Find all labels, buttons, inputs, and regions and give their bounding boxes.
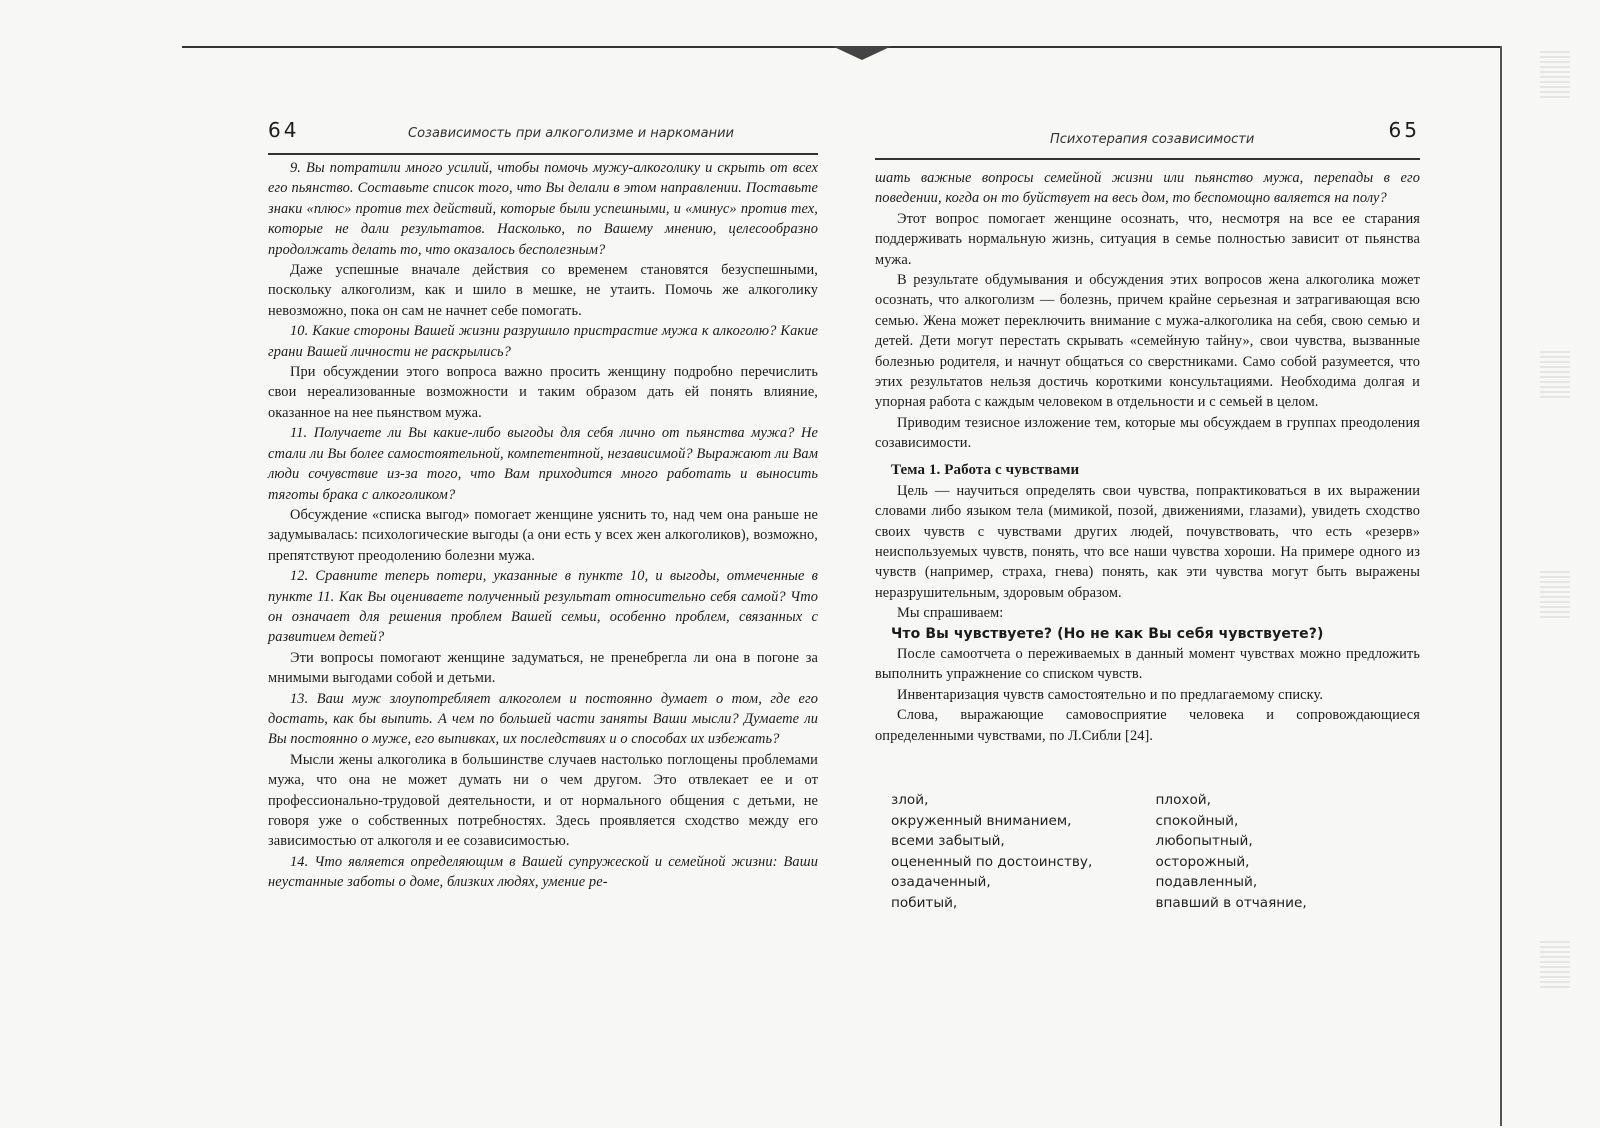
running-head-title: Созависимость при алкоголизме и наркомании — [408, 126, 734, 141]
page-number: 65 — [1388, 118, 1420, 142]
running-head — [875, 118, 1420, 158]
word-list-column-2 — [1156, 790, 1421, 914]
word-item: плохой, — [1155, 791, 1211, 808]
question-paragraph: шать важные вопросы семейной жизни или пьянство мужа, перепады в его поведении, когда он то буйствует на весь дом, то беспомощно валяется на полу? — [875, 170, 1420, 207]
word-item: спокойный, — [1155, 812, 1239, 829]
scan-edge-mark — [1540, 940, 1570, 988]
body-paragraph: Цель — научиться определять свои чувства, попрактиковаться в их выражении словами либо языком тела (мимикой, позой, движениями, глазами), увидеть сходство своих чувств с чувствами других людей, почувствовать, что есть «резерв» неиспользуемых чувств, понять, что все наши чувства хороши. На примере одного из чувств (например, страха, гнева) понять, как эти чувства могут быть выражены неразрушительным, здоровым образом. — [875, 482, 1420, 601]
feelings-word-list — [891, 790, 1420, 914]
body-paragraph: Даже успешные вначале действия со временем становятся безуспешными, поскольку алкоголизм, как и шило в мешке, не утаить. Помочь же алкоголику невозможно, пока он сам не начнет себе помогать. — [268, 262, 818, 319]
page-body — [875, 168, 1420, 746]
word-item: подавленный, — [1155, 874, 1258, 891]
body-paragraph: Слова, выражающие самовосприятие человека и сопровождающиеся определенными чувствами, по Л.Сибли [24]. — [875, 707, 1420, 744]
page-number: 64 — [268, 118, 300, 142]
running-head — [268, 118, 818, 158]
scan-edge-mark — [1540, 350, 1570, 398]
scan-edge-mark — [1540, 50, 1570, 98]
body-paragraph: При обсуждении этого вопроса важно просить женщину подробно перечислить свои нереализованные возможности и таким образом дать ей понять влияние, оказанное на нее пьянством мужа. — [268, 364, 818, 421]
question-paragraph: 13. Ваш муж злоупотребляет алкоголем и постоянно думает о том, где его достать, как бы выпить. А чем по большей части заняты Ваши мысли? Думаете ли Вы постоянно о муже, его выпивках, их последствиях и о способах их избежать? — [268, 690, 818, 748]
page-body — [268, 158, 818, 893]
body-paragraph: Инвентаризация чувств самостоятельно и по предлагаемому списку. — [897, 686, 1324, 703]
header-rule — [875, 158, 1420, 160]
word-item: впавший в отчаяние, — [1155, 894, 1307, 911]
word-list-column-1 — [891, 790, 1156, 914]
word-item: оцененный по достоинству, — [891, 853, 1093, 870]
page-edge-line — [1500, 46, 1502, 1126]
running-head-title: Психотерапия созависимости — [1050, 132, 1255, 147]
section-heading: Тема 1. Работа с чувствами — [891, 461, 1080, 478]
body-paragraph: Мысли жены алкоголика в большинстве случаев настолько поглощены проблемами мужа, что она не может думать ни о чем другом. Это отвлекает ее и от профессионально-трудовой деятельности, и от нормального общения с детьми, не говоря уже о собственных потребностях. Здесь проявляется сходство между его зависимостью от алкоголя и ее созависимостью. — [268, 751, 818, 850]
question-paragraph: 10. Какие стороны Вашей жизни разрушило пристрастие мужа к алкоголю? Какие грани Вашей личности не раскрылись? — [268, 323, 818, 360]
body-paragraph: В результате обдумывания и обсуждения этих вопросов жена алкоголика может осознать, что алкоголизм — болезнь, причем крайне серьезная и затрагивающая всю семью. Жена может переключить внимание с мужа-алкоголика на себя, свою семью и детей. Дети могут перестать скрывать «семейную тайну», свои чувства, вызванные болезнью родителя, и начнут общаться со сверстниками. Само собой разумеется, что этих результатов нельзя достичь короткими консультациями. Необходима долгая и упорная работа с каждым человеком в отдельности и с семьей в целом. — [875, 272, 1420, 411]
header-rule — [268, 153, 818, 155]
word-item: злой, — [891, 791, 929, 808]
question-paragraph: 12. Сравните теперь потери, указанные в пункте 10, и выгоды, отмеченные в пункте 11. Как Вы оцениваете полученный результат относительно себя самой? Что он означает для решения проблем Вашей семьи, особенно проблем, связанных с развитием детей? — [268, 568, 818, 646]
question-paragraph: 14. Что является определяющим в Вашей супружеской и семейной жизни: Ваши неустанные заботы о доме, близких людях, умение ре- — [268, 853, 818, 891]
question-paragraph: 11. Получаете ли Вы какие-либо выгоды для себя лично от пьянства мужа? Не стали ли Вы более самостоятельной, компетентной, независимой? Выражают ли Вам люди сочувствие из-за того, что Вам приходится много работать и выносить тяготы брака с алкоголиком? — [268, 425, 818, 503]
body-paragraph: Приводим тезисное изложение тем, которые мы обсуждаем в группах преодоления созависимости. — [875, 414, 1420, 452]
bold-question: Что Вы чувствуете? (Но не как Вы себя чувствуете?) — [891, 625, 1324, 642]
body-paragraph: После самоотчета о переживаемых в данный момент чувствах можно предложить выполнить упражнение со списком чувств. — [875, 645, 1420, 683]
spine-mark — [832, 46, 892, 60]
left-page — [268, 118, 818, 893]
right-page — [875, 118, 1420, 914]
body-paragraph: Этот вопрос помогает женщине осознать, что, несмотря на все ее старания поддерживать нормальную жизнь, ситуация в семье полностью зависит от пьянства мужа. — [875, 210, 1420, 268]
question-paragraph: 9. Вы потратили много усилий, чтобы помочь мужу-алкоголику и скрыть от всех его пьянство. Составьте список того, что Вы делали в этом направлении. Поставьте знаки «плюс» против тех действий, которые были успешными, и «минус» против тех, которые не дали результатов. Насколько, по Вашему мнению, целесообразно продолжать делать то, что оказалось бесполезным? — [268, 160, 818, 258]
word-item: любопытный, — [1155, 833, 1253, 850]
word-item: окруженный вниманием, — [891, 812, 1072, 829]
word-item: озадаченный, — [891, 874, 991, 891]
body-paragraph: Обсуждение «списка выгод» помогает женщине уяснить то, над чем она раньше не задумывалась: психологические выгоды (а они есть у всех жен алкоголиков), возможно, препятствуют преодолению болезни мужа. — [268, 506, 818, 564]
word-item: осторожный, — [1155, 853, 1250, 870]
word-item: всеми забытый, — [891, 833, 1005, 850]
word-item: побитый, — [891, 894, 958, 911]
body-paragraph: Мы спрашиваем: — [897, 605, 1004, 622]
body-paragraph: Эти вопросы помогают женщине задуматься, не пренебрегла ли она в погоне за мнимыми выгодами собой и детьми. — [268, 649, 818, 687]
scan-edge-mark — [1540, 570, 1570, 618]
